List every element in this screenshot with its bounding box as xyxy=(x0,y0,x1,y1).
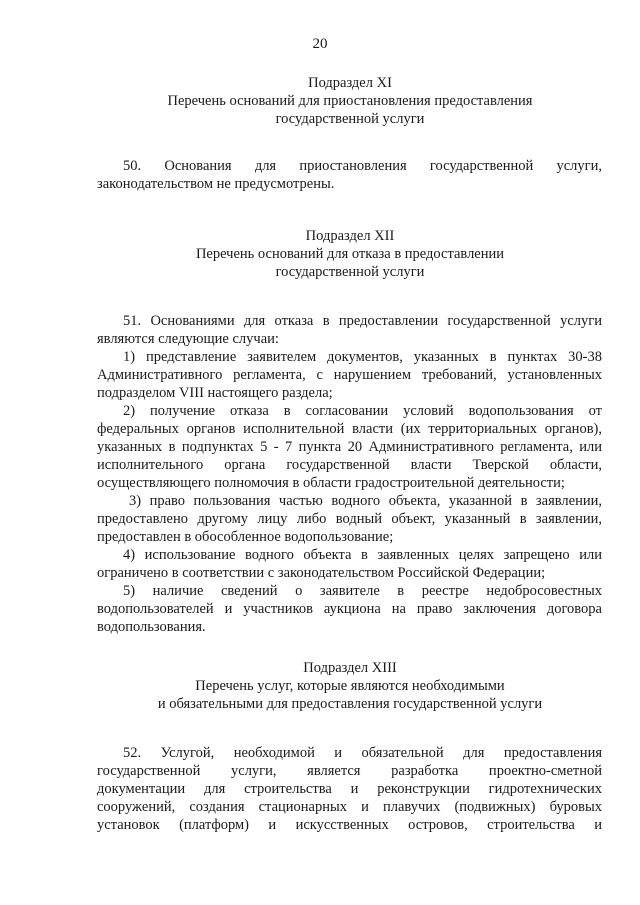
page-number: 20 xyxy=(312,36,328,52)
paragraph-line: ограничено в соответствии с законодательством Российской Федерации; xyxy=(97,565,546,581)
paragraph-line: предоставлен в обособленное водопользование; xyxy=(97,529,394,545)
paragraph-line: предоставлено другому лицу либо водный объект, указанный в заявлении, xyxy=(97,511,602,527)
paragraph-50 xyxy=(97,157,602,193)
paragraph-line: 50. Основания для приостановления государственной услуги, xyxy=(123,158,602,174)
paragraph-line: 52. Услугой, необходимой и обязательной для предоставления xyxy=(123,745,602,761)
paragraph-line: являются следующие случаи: xyxy=(97,331,279,347)
section-subtitle-line: Перечень услуг, которые являются необходимыми xyxy=(195,678,505,694)
paragraph-line: водопользования. xyxy=(97,619,206,635)
section-xiii-heading xyxy=(96,659,604,713)
paragraph-line: документации для строительства и реконструкции гидротехнических xyxy=(97,781,602,797)
paragraph-52 xyxy=(97,744,602,834)
paragraph-line: установок (платформ) и искусственных островов, строительства и xyxy=(97,817,602,833)
section-title: Подраздел XI xyxy=(308,75,392,91)
paragraph-line: законодательством не предусмотрены. xyxy=(97,176,335,192)
paragraph-line: федеральных органов исполнительной власти (их территориальных органов), xyxy=(97,421,602,437)
paragraph-line: указанных в подпунктах 5 - 7 пункта 20 Административного регламента, или xyxy=(97,439,602,455)
section-subtitle-line: Перечень оснований для отказа в предоставлении xyxy=(195,246,505,262)
section-subtitle-line: и обязательными для предоставления государственной услуги xyxy=(157,696,543,712)
section-subtitle-line: Перечень оснований для приостановления предоставления xyxy=(167,93,533,109)
section-title: Подраздел XII xyxy=(305,228,395,244)
section-xii-heading xyxy=(96,227,604,281)
paragraph-line: 51. Основаниями для отказа в предоставлении государственной услуги xyxy=(123,313,602,329)
paragraph-line: 2) получение отказа в согласовании условий водопользования от xyxy=(123,403,602,419)
paragraph-line: 4) использование водного объекта в заявленных целях запрещено или xyxy=(123,547,602,563)
paragraph-line: исполнительного органа государственной власти Тверской области, xyxy=(97,457,602,473)
paragraph-line: 1) представление заявителем документов, указанных в пунктах 30-38 xyxy=(123,349,602,365)
paragraph-51 xyxy=(97,312,602,636)
paragraph-line: государственной услуги, является разработка проектно-сметной xyxy=(97,763,602,779)
paragraph-line: осуществляющего полномочия в области градостроительной деятельности; xyxy=(97,475,565,491)
paragraph-line: Административного регламента, с нарушением требований, установленных xyxy=(97,367,602,383)
section-title: Подраздел XIII xyxy=(303,660,397,676)
paragraph-line: водопользователей и участников аукциона на право заключения договора xyxy=(97,601,602,617)
paragraph-line: сооружений, создания стационарных и плавучих (подвижных) буровых xyxy=(97,799,602,815)
section-subtitle-line: государственной услуги xyxy=(275,264,425,280)
section-subtitle-line: государственной услуги xyxy=(275,111,425,127)
section-xi-heading xyxy=(96,74,604,128)
paragraph-line: подразделом VIII настоящего раздела; xyxy=(97,385,333,401)
paragraph-line: 3) право пользования частью водного объекта, указанной в заявлении, xyxy=(129,493,602,509)
paragraph-line: 5) наличие сведений о заявителе в реестре недобросовестных xyxy=(123,583,602,599)
